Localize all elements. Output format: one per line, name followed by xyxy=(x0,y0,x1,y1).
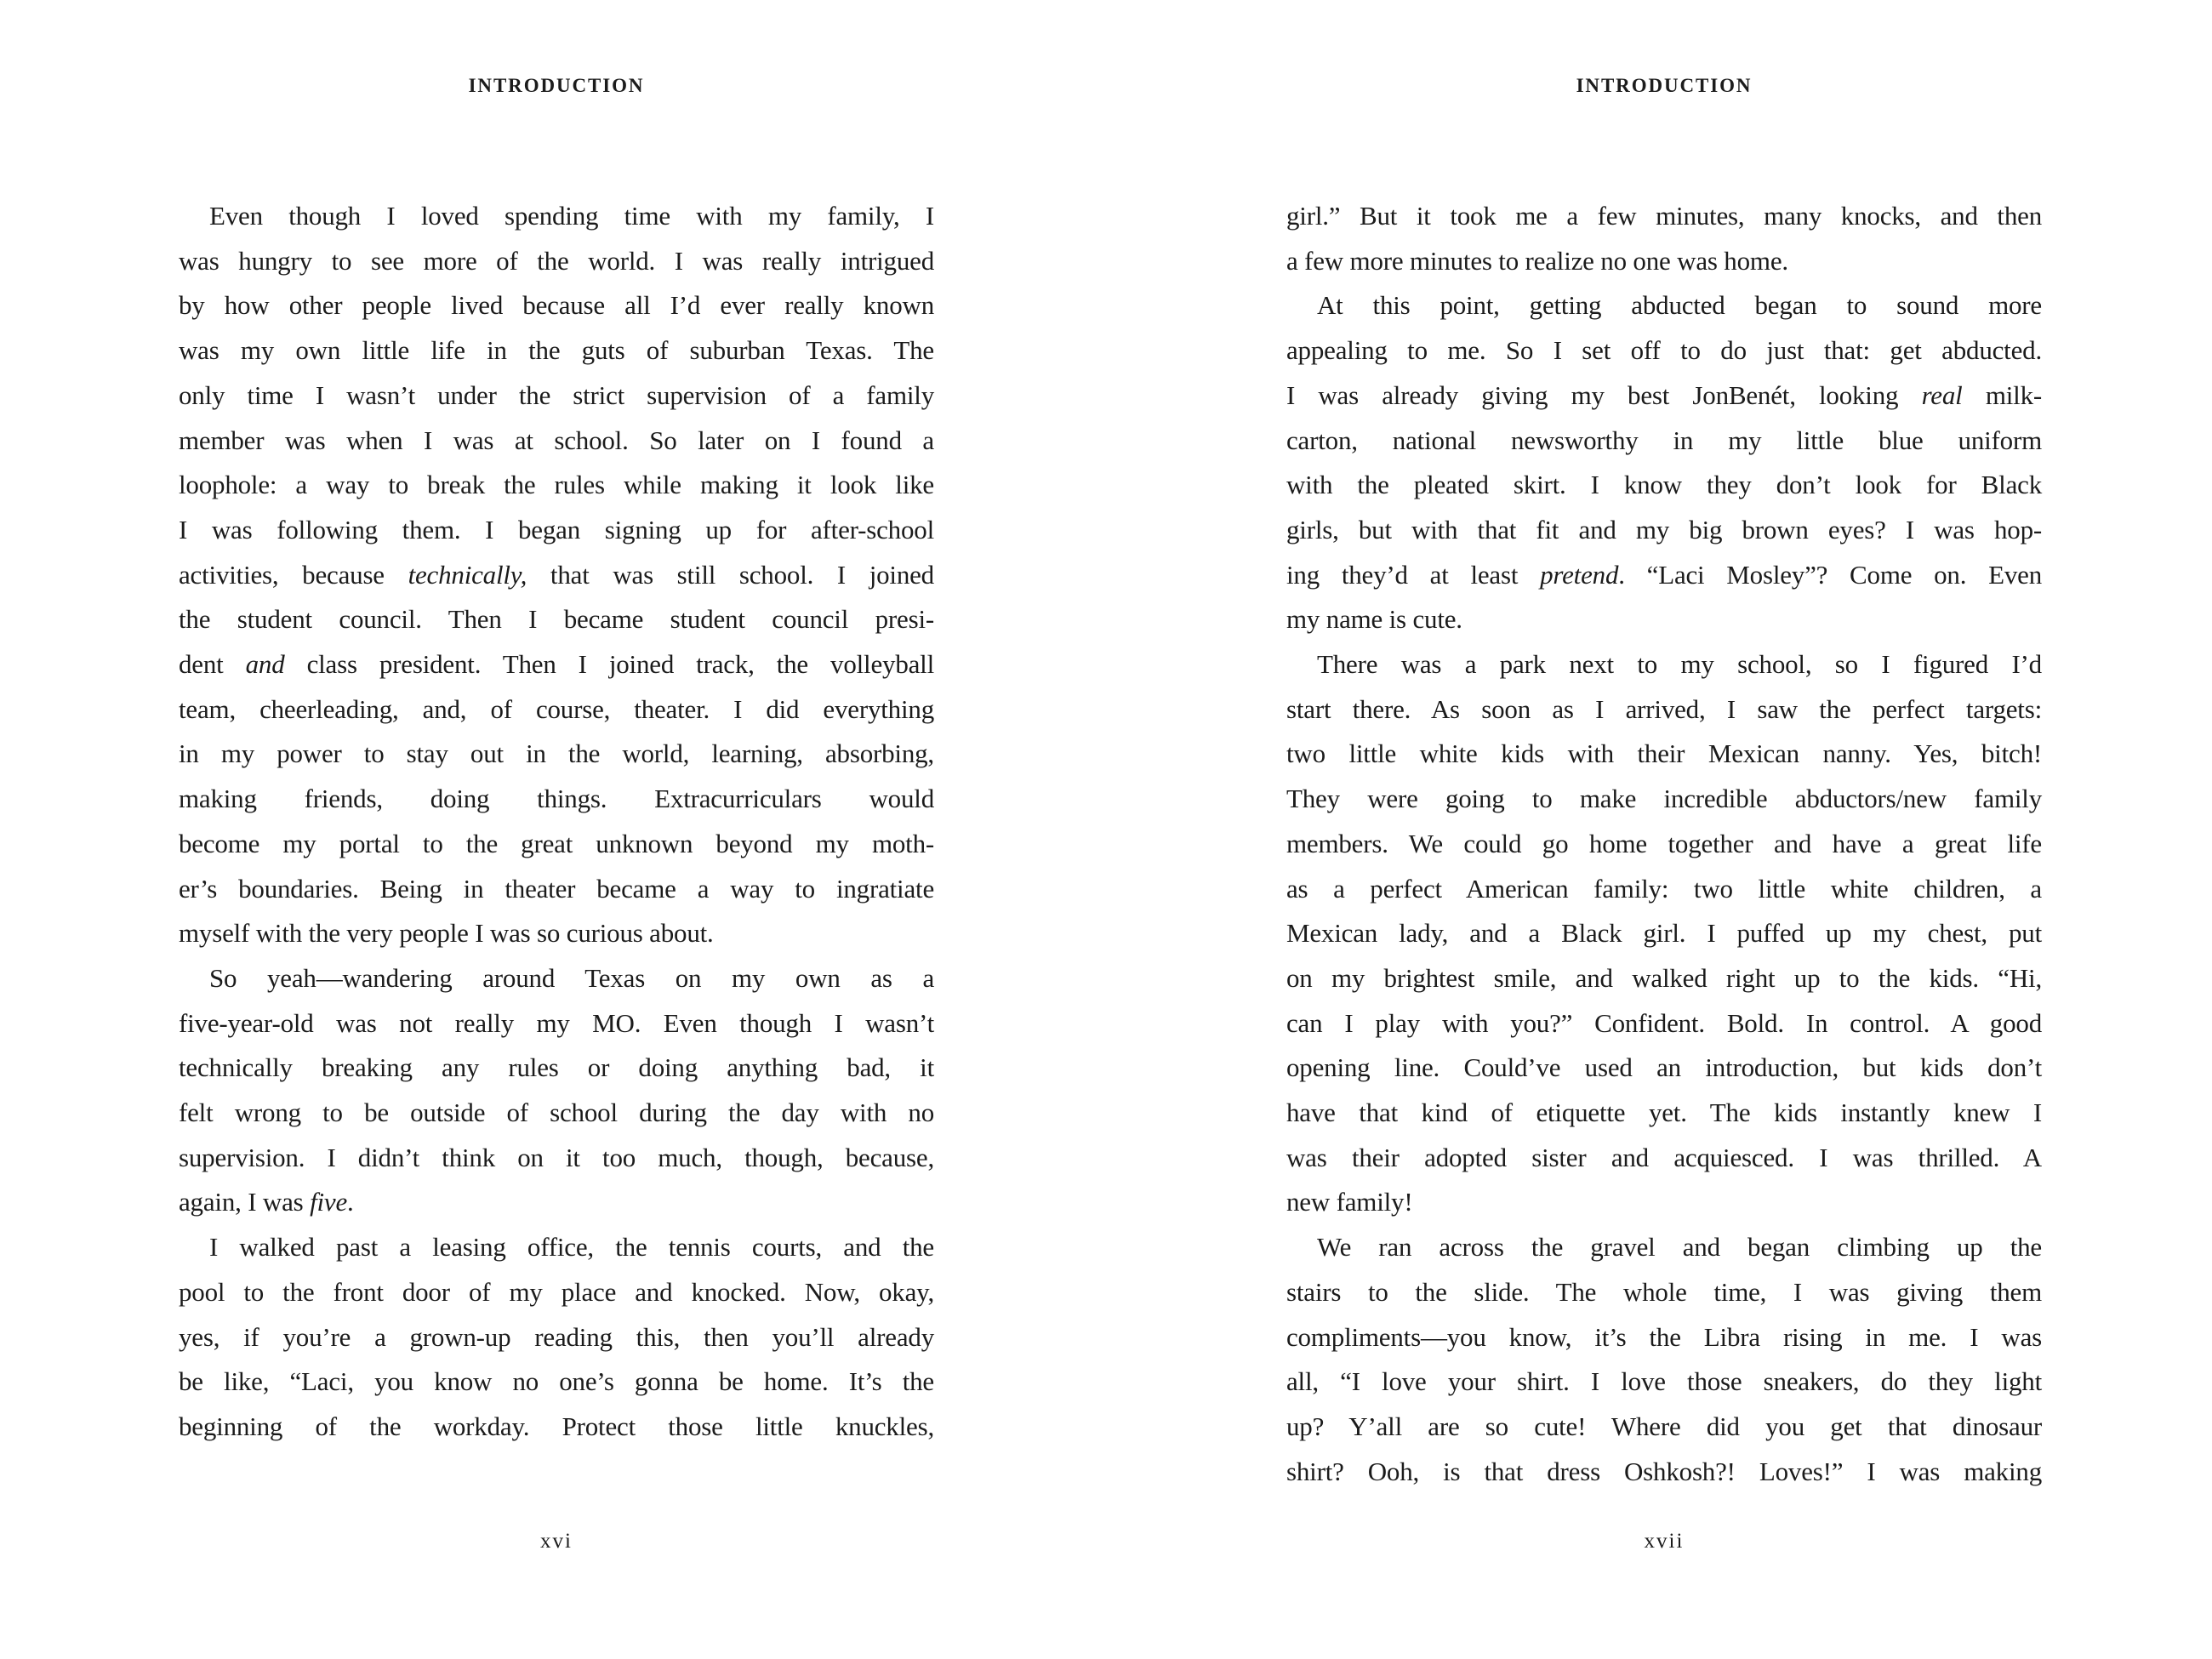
text-line: I was following them. I began signing up for after-school xyxy=(179,514,934,544)
text-line: only time I wasn’t under the strict supervision of a family xyxy=(179,379,934,410)
text-line: er’s boundaries. Being in theater became a way to ingratiate xyxy=(179,873,934,904)
text-line: team, cheerleading, and, of course, theater. I did everything xyxy=(179,693,934,724)
italic-text: and xyxy=(245,649,285,680)
text-line: the student council. Then I became student council presi- xyxy=(179,604,934,635)
text-line: Mexican lady, and a Black girl. I puffed up my chest, put xyxy=(1286,918,2042,949)
page-body xyxy=(1286,194,2042,1494)
text-line: loophole: a way to break the rules while making it look like xyxy=(179,470,934,500)
text-line: carton, national newsworthy in my little blue uniform xyxy=(1286,425,2042,455)
text-line: new family! xyxy=(1286,1187,1413,1217)
text-line: was hungry to see more of the world. I was really intrigued xyxy=(179,245,934,276)
text-line: supervision. I didn’t think on it too much, though, because, xyxy=(179,1142,934,1172)
text-line: pool to the front door of my place and knocked. Now, okay, xyxy=(179,1276,934,1307)
text-line: There was a park next to my school, so I figured I’d xyxy=(1317,649,2042,680)
text-line: So yeah—wandering around Texas on my own as a xyxy=(209,962,934,993)
text-line: Even though I loved spending time with my family, I xyxy=(209,201,934,231)
text-line: technically breaking any rules or doing anything bad, it xyxy=(179,1052,934,1083)
text-line: shirt? Ooh, is that dress Oshkosh?! Loves!” I was making xyxy=(1286,1456,2042,1486)
text-line: dent and class president. Then I joined track, the volleyball xyxy=(179,649,935,680)
text-line: in my power to stay out in the world, learning, absorbing, xyxy=(179,738,934,769)
right-page xyxy=(1286,0,2042,1659)
text-line: again, I was five. xyxy=(179,1187,354,1217)
italic-text: technically, xyxy=(408,559,527,590)
text-line: making friends, doing things. Extracurriculars would xyxy=(179,784,934,814)
left-page xyxy=(179,0,934,1659)
text-line: They were going to make incredible abductors/new family xyxy=(1286,784,2042,814)
text-line: girl.” But it took me a few minutes, many knocks, and then xyxy=(1286,201,2042,231)
text-line: can I play with you?” Confident. Bold. In control. A good xyxy=(1286,1007,2042,1038)
text-line: was their adopted sister and acquiesced. I was thrilled. A xyxy=(1286,1142,2042,1172)
text-line: At this point, getting abducted began to sound more xyxy=(1317,290,2042,321)
italic-text: pretend xyxy=(1540,559,1619,590)
text-line: my name is cute. xyxy=(1286,604,1462,635)
page-number: xvii xyxy=(1644,1530,1685,1553)
text-line: myself with the very people I was so curious about. xyxy=(179,918,714,949)
text-line: on my brightest smile, and walked right up to the kids. “Hi, xyxy=(1286,962,2042,993)
text-line: start there. As soon as I arrived, I saw the perfect targets: xyxy=(1286,693,2042,724)
italic-text: real xyxy=(1921,379,1963,410)
text-line: ing they’d at least pretend. “Laci Mosley”? Come on. Even xyxy=(1286,559,2042,590)
text-line: with the pleated skirt. I know they don’t look for Black xyxy=(1286,470,2042,500)
text-line: members. We could go home together and have a great life xyxy=(1286,828,2042,858)
text-line: member was when I was at school. So later on I found a xyxy=(179,425,934,455)
text-line: felt wrong to be outside of school during the day with no xyxy=(179,1097,934,1128)
text-line: was my own little life in the guts of suburban Texas. The xyxy=(179,335,934,366)
text-line: girls, but with that fit and my big brown eyes? I was hop- xyxy=(1286,514,2042,544)
running-head: INTRODUCTION xyxy=(1576,75,1753,96)
text-line: We ran across the gravel and began climbing up the xyxy=(1317,1232,2042,1263)
text-line: opening line. Could’ve used an introduction, but kids don’t xyxy=(1286,1052,2042,1083)
text-line: activities, because technically, that was still school. I joined xyxy=(179,559,934,590)
text-line: a few more minutes to realize no one was home. xyxy=(1286,245,1788,276)
text-line: appealing to me. So I set off to do just that: get abducted. xyxy=(1286,335,2042,366)
text-line: I was already giving my best JonBenét, looking real milk- xyxy=(1286,379,2042,410)
text-line: stairs to the slide. The whole time, I was giving them xyxy=(1286,1276,2042,1307)
text-line: become my portal to the great unknown beyond my moth- xyxy=(179,828,934,858)
text-line: I walked past a leasing office, the tennis courts, and the xyxy=(209,1232,934,1263)
text-line: five-year-old was not really my MO. Even though I wasn’t xyxy=(179,1007,934,1038)
text-line: beginning of the workday. Protect those little knuckles, xyxy=(179,1411,934,1441)
page-body xyxy=(179,194,934,1450)
text-line: all, “I love your shirt. I love those sneakers, do they light xyxy=(1286,1366,2042,1397)
text-line: have that kind of etiquette yet. The kids instantly knew I xyxy=(1286,1097,2042,1128)
page-number: xvi xyxy=(540,1530,573,1553)
text-line: yes, if you’re a grown-up reading this, then you’ll already xyxy=(179,1321,934,1352)
text-line: be like, “Laci, you know no one’s gonna be home. It’s the xyxy=(179,1366,934,1397)
text-line: up? Y’all are so cute! Where did you get that dinosaur xyxy=(1286,1411,2042,1441)
text-line: compliments—you know, it’s the Libra rising in me. I was xyxy=(1286,1321,2042,1352)
text-line: as a perfect American family: two little white children, a xyxy=(1286,873,2042,904)
text-line: by how other people lived because all I’d ever really known xyxy=(179,290,934,321)
italic-text: five xyxy=(310,1187,348,1217)
text-line: two little white kids with their Mexican nanny. Yes, bitch! xyxy=(1286,738,2042,769)
running-head: INTRODUCTION xyxy=(468,75,645,96)
